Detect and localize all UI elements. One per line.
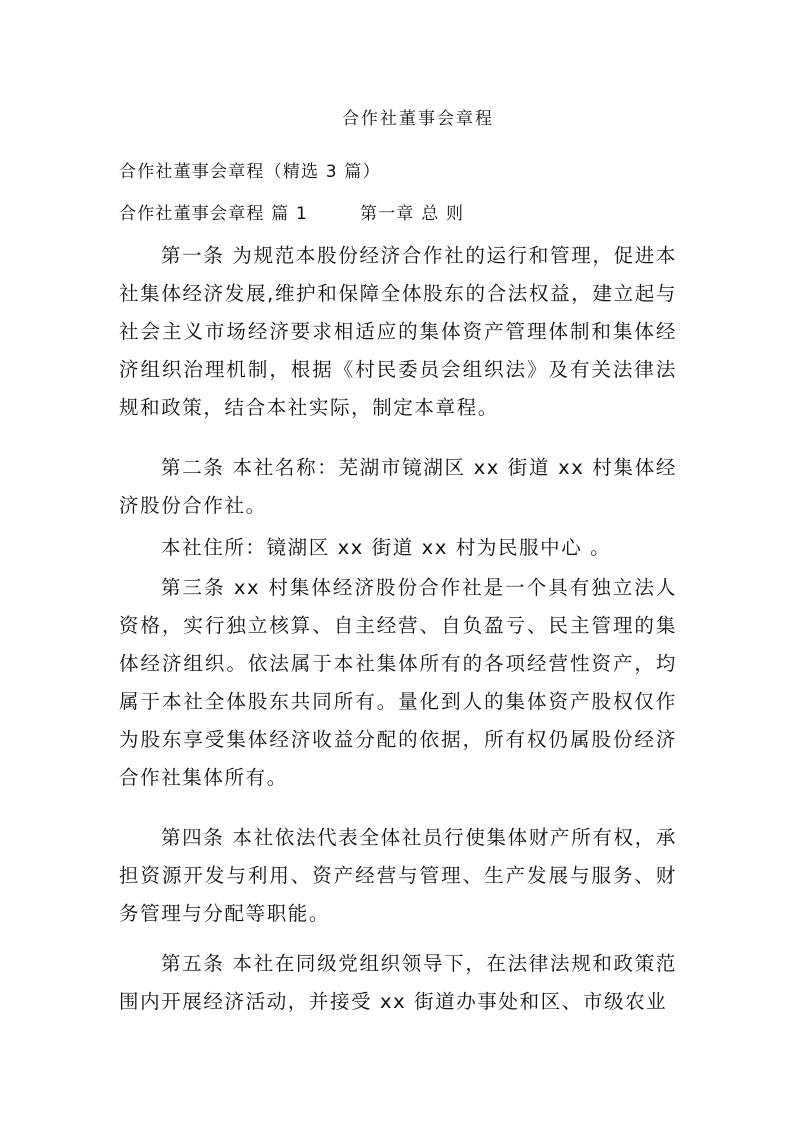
chapter-heading: 第一章 总 则 bbox=[360, 204, 465, 224]
section-heading-line bbox=[119, 202, 464, 226]
paragraph-address: 本社住所：镜湖区 xx 街道 xx 村为民服中心 。 bbox=[161, 536, 612, 559]
paragraph-article-5: 第五条 本社在同级党组织领导下，在法律法规和政策范围内开展经济活动，并接受 xx 街道办事处和区、市级农业 bbox=[119, 952, 677, 1013]
paragraph-article-3: 第三条 xx 村集体经济股份合作社是一个具有独立法人资格，实行独立核算、自主经营、自负盈亏、民主管理的集体经济组织。依法属于本社集体所有的各项经营性资产，均属于本社全体股东共同所有。量化到人的集体资产股权仅作为股东享受集体经济收益分配的依据，所有权仍属股份经济合作社集体所有。 bbox=[119, 576, 677, 789]
paragraph-article-1: 第一条 为规范本股份经济合作社的运行和管理，促进本社集体经济发展,维护和保障全体股东的合法权益，建立起与社会主义市场经济要求相适应的集体资产管理体制和集体经济组织治理机制，根据《村民委员会组织法》及有关法律法规和政策，结合本社实际，制定本章程。 bbox=[119, 244, 677, 419]
paragraph-article-2: 第二条 本社名称：芜湖市镜湖区 xx 街道 xx 村集体经济股份合作社。 bbox=[119, 456, 677, 517]
document-subtitle: 合作社董事会章程（精选 3 篇） bbox=[119, 162, 381, 182]
section-heading: 合作社董事会章程 篇 1 bbox=[119, 204, 309, 224]
document-title: 合作社董事会章程 bbox=[342, 109, 494, 129]
paragraph-article-4: 第四条 本社依法代表全体社员行使集体财产所有权，承担资源开发与利用、资产经营与管理、生产发展与服务、财务管理与分配等职能。 bbox=[119, 826, 677, 925]
